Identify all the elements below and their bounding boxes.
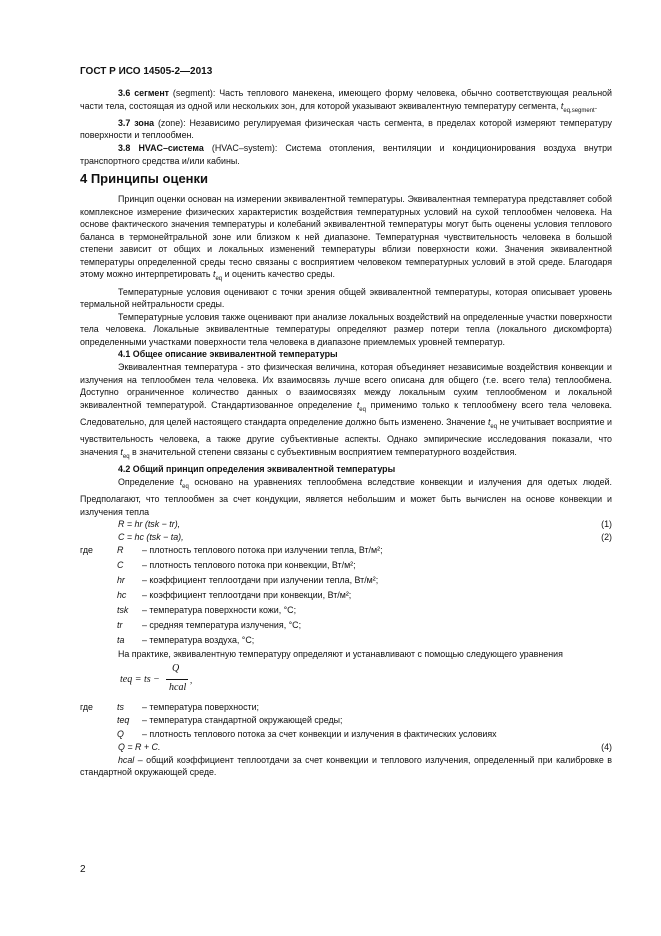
equation-3: teq = ts − Q hcal , xyxy=(120,662,193,693)
variable-symbol: Q xyxy=(117,728,124,739)
section-4-2-title: 4.2 Общий принцип определения эквивалентной температуры xyxy=(118,464,396,475)
variable-description: – коэффициент теплоотдачи при конвекции, Вт/м²; xyxy=(142,590,352,601)
where-label: где xyxy=(80,545,93,556)
variable-row xyxy=(80,603,612,618)
where-label: где xyxy=(80,701,93,712)
equation-1: R = hr (tsk − tr), (1) xyxy=(118,519,612,530)
section-4-1-paragraph: Эквивалентная температура - это физическая величина, которая объединяет независимые воздействия конвекции и излучения на теплообмен тела человека. Их взаимосвязь лучше всего описана для общего (т.е. всего тела) теплообмена. Доступно ограниченное количество данных о взаимосвязях между локальным сухим теплообменом и локальной эквивалентной температурой. Стандартизованное определение $t_{eq}$ применимо только к теплообмену всего тела человека. Следовательно, для целей настоящего стандарта определение должно быть изменено. Значение $t_{eq}$ не учитывает восприятие и чувствительность человека, а также другие субъективные аспекты. Однако эмпирические исследования показали, что значения $t_{eq}$ в значительной степени связаны с субъективным восприятием температурного воздействия. xyxy=(80,361,612,460)
document-header: ГОСТ Р ИСО 14505-2—2013 xyxy=(80,66,213,77)
variable-symbol: C xyxy=(117,560,124,571)
page-number: 2 xyxy=(80,864,86,875)
variable-row xyxy=(80,633,612,648)
section-4-paragraph-1: Принцип оценки основан на измерении эквивалентной температуры. Эквивалентная температура представляет собой комплексное измерение физических характеристик воздействия температурных условий на сухой теплообмен человека. На основе фактического значения температуры и колебаний эквивалентной температуры могут быть оценены условия теплового баланса в термонейтральной зоне или близком к ней диапазоне. Температурная чувствительность человека в большой степени зависит от общих и локальных изменений температуры вблизи поверхности кожи. Значения эквивалентной температуры определенной среды тесно связаны с восприятием человеком температурных условий в этой среде. Благодаря этому можно интерпретировать $t_{eq}$ и оценить качество среды. xyxy=(80,194,612,283)
variable-symbol: hr xyxy=(117,575,125,586)
definition-3-8: 3.8 HVAC–система (HVAC–system): Система отопления, вентиляции и кондиционирования воздуха внутри транспортного средства и/или кабины. xyxy=(80,142,612,166)
equation-4: Q = R + C. (4) xyxy=(118,742,612,753)
variable-row xyxy=(80,728,612,742)
definition-3-6: 3.6 сегмент (segment): Часть теплового манекена, имеющего форму человека, обычно соответствующая реальной части тела, состоящая из одной или нескольких зон, для которой указывают эквивалентную температуру сегмента, $t_{eq,segment}$. xyxy=(80,88,612,114)
variable-description: – средняя температура излучения, °С; xyxy=(142,620,302,631)
section-4-title: 4 Принципы оценки xyxy=(80,171,209,187)
variable-description: – температура поверхности кожи, °С; xyxy=(142,605,297,616)
section-4-2-paragraph-2: На практике, эквивалентную температуру определяют и устанавливают с помощью следующего уравнения xyxy=(118,649,563,660)
section-4-paragraph-2: Температурные условия оценивают с точки зрения общей эквивалентной температуры, которая описывает уровень термальной нейтральности среды. xyxy=(80,286,612,310)
variable-description: – плотность теплового потока при конвекции, Вт/м²; xyxy=(142,560,356,571)
variable-symbol: ta xyxy=(117,635,125,646)
equation-2: C = hc (tsk − ta), (2) xyxy=(118,531,612,542)
variable-symbol: tsk xyxy=(117,605,129,616)
variable-row xyxy=(80,543,612,558)
variable-list-1 xyxy=(80,543,612,648)
fraction-bar xyxy=(166,679,188,680)
variable-list-2 xyxy=(80,701,612,742)
variable-symbol: hc xyxy=(117,590,127,601)
hcal-definition: hcal – общий коэффициент теплоотдачи за счет конвекции и теплового излучения, определенный при калибровке в стандартной окружающей среде. xyxy=(80,754,612,778)
section-4-paragraph-3: Температурные условия также оценивают при анализе локальных воздействий на определенные участки поверхности тела человека. Локальные эквивалентные температуры определяют размер потери тепла (локального дискомфорта) определенными участками поверхности тела человека в диапазоне приемлемых уровней температур. xyxy=(80,311,612,347)
variable-row xyxy=(80,573,612,588)
variable-description: – температура поверхности; xyxy=(142,701,259,712)
variable-row xyxy=(80,701,612,715)
section-4-2-paragraph: Определение $t_{eq}$ основано на уравнениях теплообмена вследствие конвекции и излучения для одетых людей. Предполагают, что теплообмен за счет кондукции, является небольшим и может быть вычислен на основе конвекции и излучения тепла xyxy=(80,476,612,517)
variable-symbol: tr xyxy=(117,620,123,631)
variable-symbol: R xyxy=(117,545,124,556)
variable-description: – плотность теплового потока при излучении тепла, Вт/м²; xyxy=(142,545,383,556)
variable-description: – температура воздуха, °С; xyxy=(142,635,255,646)
variable-row xyxy=(80,558,612,573)
variable-description: – плотность теплового потока за счет конвекции и излучения в фактических условиях xyxy=(142,728,497,739)
variable-row xyxy=(80,588,612,603)
variable-row xyxy=(80,714,612,728)
variable-description: – температура стандартной окружающей среды; xyxy=(142,715,343,726)
variable-description: – коэффициент теплоотдачи при излучении тепла, Вт/м²; xyxy=(142,575,379,586)
variable-symbol: teq xyxy=(117,715,130,726)
variable-row xyxy=(80,618,612,633)
definition-3-7: 3.7 зона (zone): Независимо регулируемая физическая часть сегмента, в пределах которой измеряют температуру поверхности и теплообмен. xyxy=(80,117,612,141)
variable-symbol: ts xyxy=(117,701,124,712)
definitions-block xyxy=(80,87,612,779)
section-4-1-title: 4.1 Общее описание эквивалентной температуры xyxy=(118,349,338,360)
